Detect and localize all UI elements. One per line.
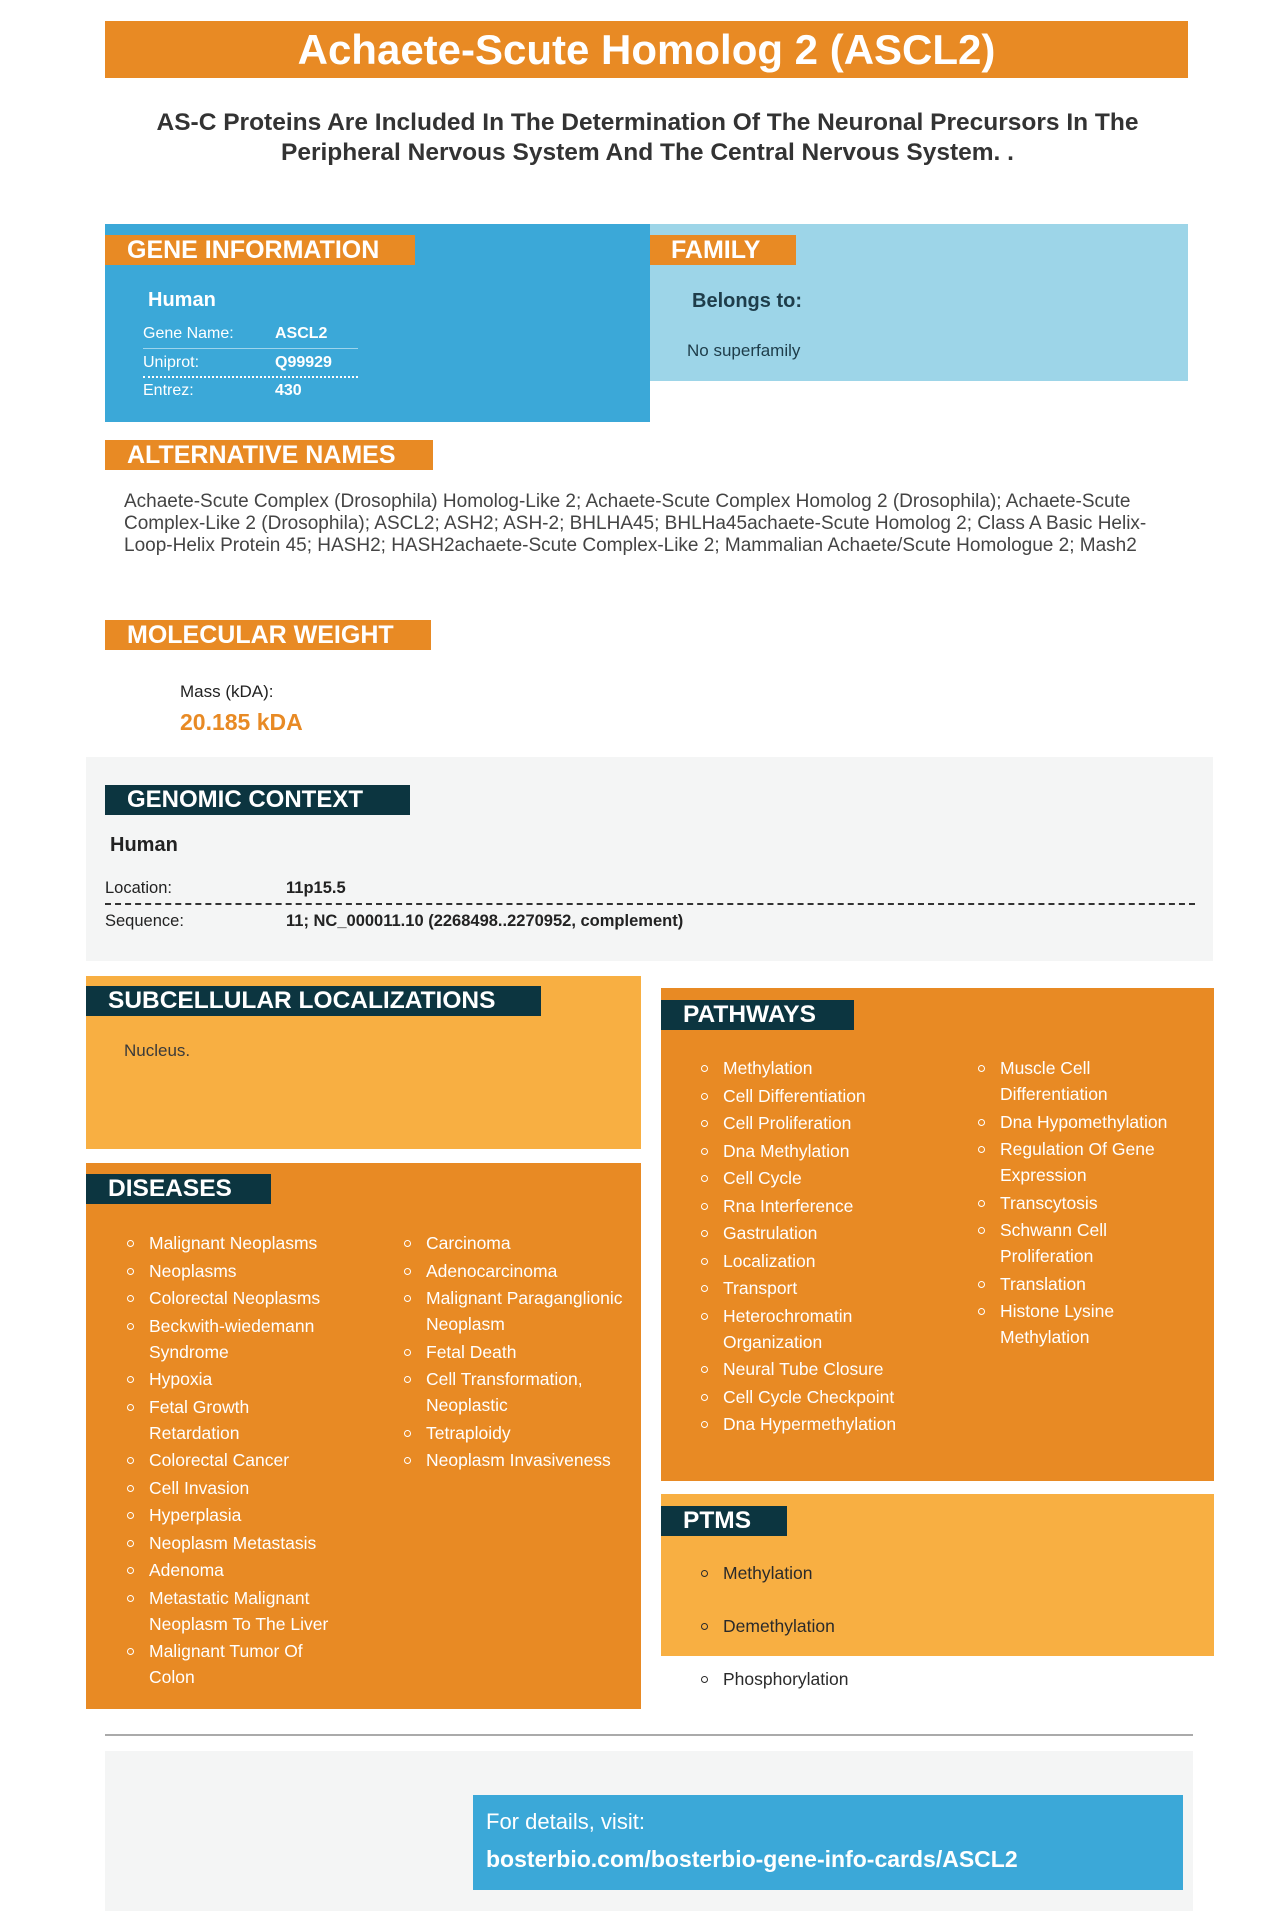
pathways-list-col2: [974, 1055, 1199, 1352]
disease-item: Hyperplasia: [123, 1502, 333, 1528]
pathway-item: Cell Cycle Checkpoint: [697, 1384, 937, 1410]
gene-info-table: [143, 322, 358, 404]
footer-link-box[interactable]: [473, 1795, 1183, 1890]
ptm-item-demethylation: Demethylation: [697, 1613, 943, 1639]
pathway-item: Dna Hypermethylation: [697, 1411, 937, 1437]
location-label: Location:: [105, 879, 172, 897]
pathway-item: Transcytosis: [974, 1190, 1199, 1216]
pathway-item: Schwann Cell Proliferation: [974, 1217, 1199, 1269]
disease-item: Malignant Neoplasms: [123, 1230, 333, 1256]
footer-divider: [105, 1734, 1193, 1736]
disease-item: Fetal Death: [400, 1339, 630, 1365]
disease-item: Fetal Growth Retardation: [123, 1394, 333, 1446]
genomic-table: [105, 873, 1195, 935]
entrez-label: Entrez:: [143, 382, 194, 399]
entrez-row: [143, 378, 358, 404]
disease-item: Hypoxia: [123, 1366, 333, 1392]
pathway-item: Muscle Cell Differentiation: [974, 1055, 1199, 1107]
family-value: No superfamily: [687, 341, 801, 360]
uniprot-label: Uniprot:: [143, 354, 200, 371]
footer-line1: For details, visit:: [486, 1809, 645, 1834]
mass-label: Mass (kDA):: [180, 682, 274, 701]
disease-item: Neoplasm Metastasis: [123, 1530, 333, 1556]
uniprot-value: Q99929: [275, 354, 332, 371]
disease-item: Cell Transformation, Neoplastic: [400, 1366, 630, 1418]
pathway-item: Cell Proliferation: [697, 1110, 937, 1136]
gene-name-row: [143, 322, 358, 349]
molecular-weight-heading: MOLECULAR WEIGHT: [105, 620, 431, 650]
sequence-label: Sequence:: [105, 912, 184, 930]
family-belongs-label: Belongs to:: [692, 290, 802, 312]
disease-item: Colorectal Neoplasms: [123, 1285, 333, 1311]
subcellular-text: Nucleus.: [124, 1041, 191, 1060]
pathway-item: Rna Interference: [697, 1193, 937, 1219]
disease-item: Beckwith-wiedemann Syndrome: [123, 1313, 333, 1365]
entrez-value: 430: [275, 382, 302, 399]
page-subtitle: AS-C Proteins Are Included In The Determination Of The Neuronal Precursors In The Peripheral Nervous System And The Central Nervous System. .: [156, 109, 1139, 166]
gene-info-heading: GENE INFORMATION: [105, 235, 415, 265]
disease-item: Adenoma: [123, 1557, 333, 1583]
subcellular-heading: SUBCELLULAR LOCALIZATIONS: [86, 986, 541, 1016]
pathway-item: Cell Differentiation: [697, 1083, 937, 1109]
gene-name-label: Gene Name:: [143, 325, 234, 342]
pathway-item: Gastrulation: [697, 1220, 937, 1246]
pathway-item: Localization: [697, 1248, 937, 1274]
genomic-species: Human: [110, 834, 178, 856]
gene-info-species: Human: [148, 289, 216, 311]
disease-item: Colorectal Cancer: [123, 1447, 333, 1473]
disease-item: Cell Invasion: [123, 1475, 333, 1501]
mass-value: 20.185 kDA: [180, 709, 303, 735]
pathway-item: Neural Tube Closure: [697, 1356, 937, 1382]
disease-item: Tetraploidy: [400, 1420, 630, 1446]
uniprot-row: [143, 349, 358, 378]
pathway-item: Histone Lysine Methylation: [974, 1298, 1199, 1350]
sequence-row: [105, 905, 1195, 935]
location-row: [105, 873, 1195, 905]
diseases-list-col2: [400, 1230, 630, 1475]
location-value: 11p15.5: [286, 879, 346, 897]
disease-item: Neoplasms: [123, 1258, 333, 1284]
pathway-item: Heterochromatin Organization: [697, 1303, 937, 1355]
disease-item: Carcinoma: [400, 1230, 630, 1256]
disease-item: Neoplasm Invasiveness: [400, 1447, 630, 1473]
disease-item: Adenocarcinoma: [400, 1258, 630, 1284]
sequence-value: 11; NC_000011.10 (2268498..2270952, complement): [286, 912, 684, 930]
pathway-item: Dna Hypomethylation: [974, 1109, 1199, 1135]
ptm-item-methylation: Methylation: [697, 1560, 973, 1586]
pathway-item: Methylation: [697, 1055, 937, 1081]
pathways-list-col1: [697, 1055, 937, 1439]
alternative-names-heading: ALTERNATIVE NAMES: [105, 440, 433, 470]
family-heading: FAMILY: [650, 235, 796, 265]
genomic-context-heading: GENOMIC CONTEXT: [105, 785, 410, 815]
disease-item: Malignant Paraganglionic Neoplasm: [400, 1285, 630, 1337]
pathway-item: Transport: [697, 1275, 937, 1301]
alternative-names-text: Achaete-Scute Complex (Drosophila) Homolog-Like 2; Achaete-Scute Complex Homolog 2 (Drosophila); Achaete-Scute Complex-Like 2 (Drosophila); ASCL2; ASH2; ASH-2; BHLHA45; BHLHa45achaete-Scute Homolog 2; Class A Basic Helix-Loop-Helix Protein 45; HASH2; HASH2achaete-Scute Complex-Like 2; Mammalian Achaete/Scute Homologue 2; Mash2: [124, 491, 1147, 556]
title-banner: [105, 21, 1188, 78]
ptms-heading: PTMS: [661, 1506, 787, 1536]
page-title: Achaete-Scute Homolog 2 (ASCL2): [297, 26, 996, 73]
pathway-item: Dna Methylation: [697, 1138, 937, 1164]
disease-item: Malignant Tumor Of Colon: [123, 1638, 333, 1690]
gene-name-value: ASCL2: [275, 325, 328, 342]
pathway-item: Regulation Of Gene Expression: [974, 1136, 1199, 1188]
pathways-heading: PATHWAYS: [661, 1000, 854, 1030]
pathway-item: Translation: [974, 1271, 1199, 1297]
diseases-heading: DISEASES: [86, 1174, 271, 1204]
ptms-list: [697, 1560, 1197, 1694]
diseases-list-col1: [123, 1230, 333, 1692]
footer-link[interactable]: bosterbio.com/bosterbio-gene-info-cards/ASCL2: [486, 1846, 1018, 1872]
ptm-item-phosphorylation: Phosphorylation: [697, 1666, 973, 1692]
disease-item: Metastatic Malignant Neoplasm To The Liver: [123, 1585, 333, 1637]
pathway-item: Cell Cycle: [697, 1165, 937, 1191]
